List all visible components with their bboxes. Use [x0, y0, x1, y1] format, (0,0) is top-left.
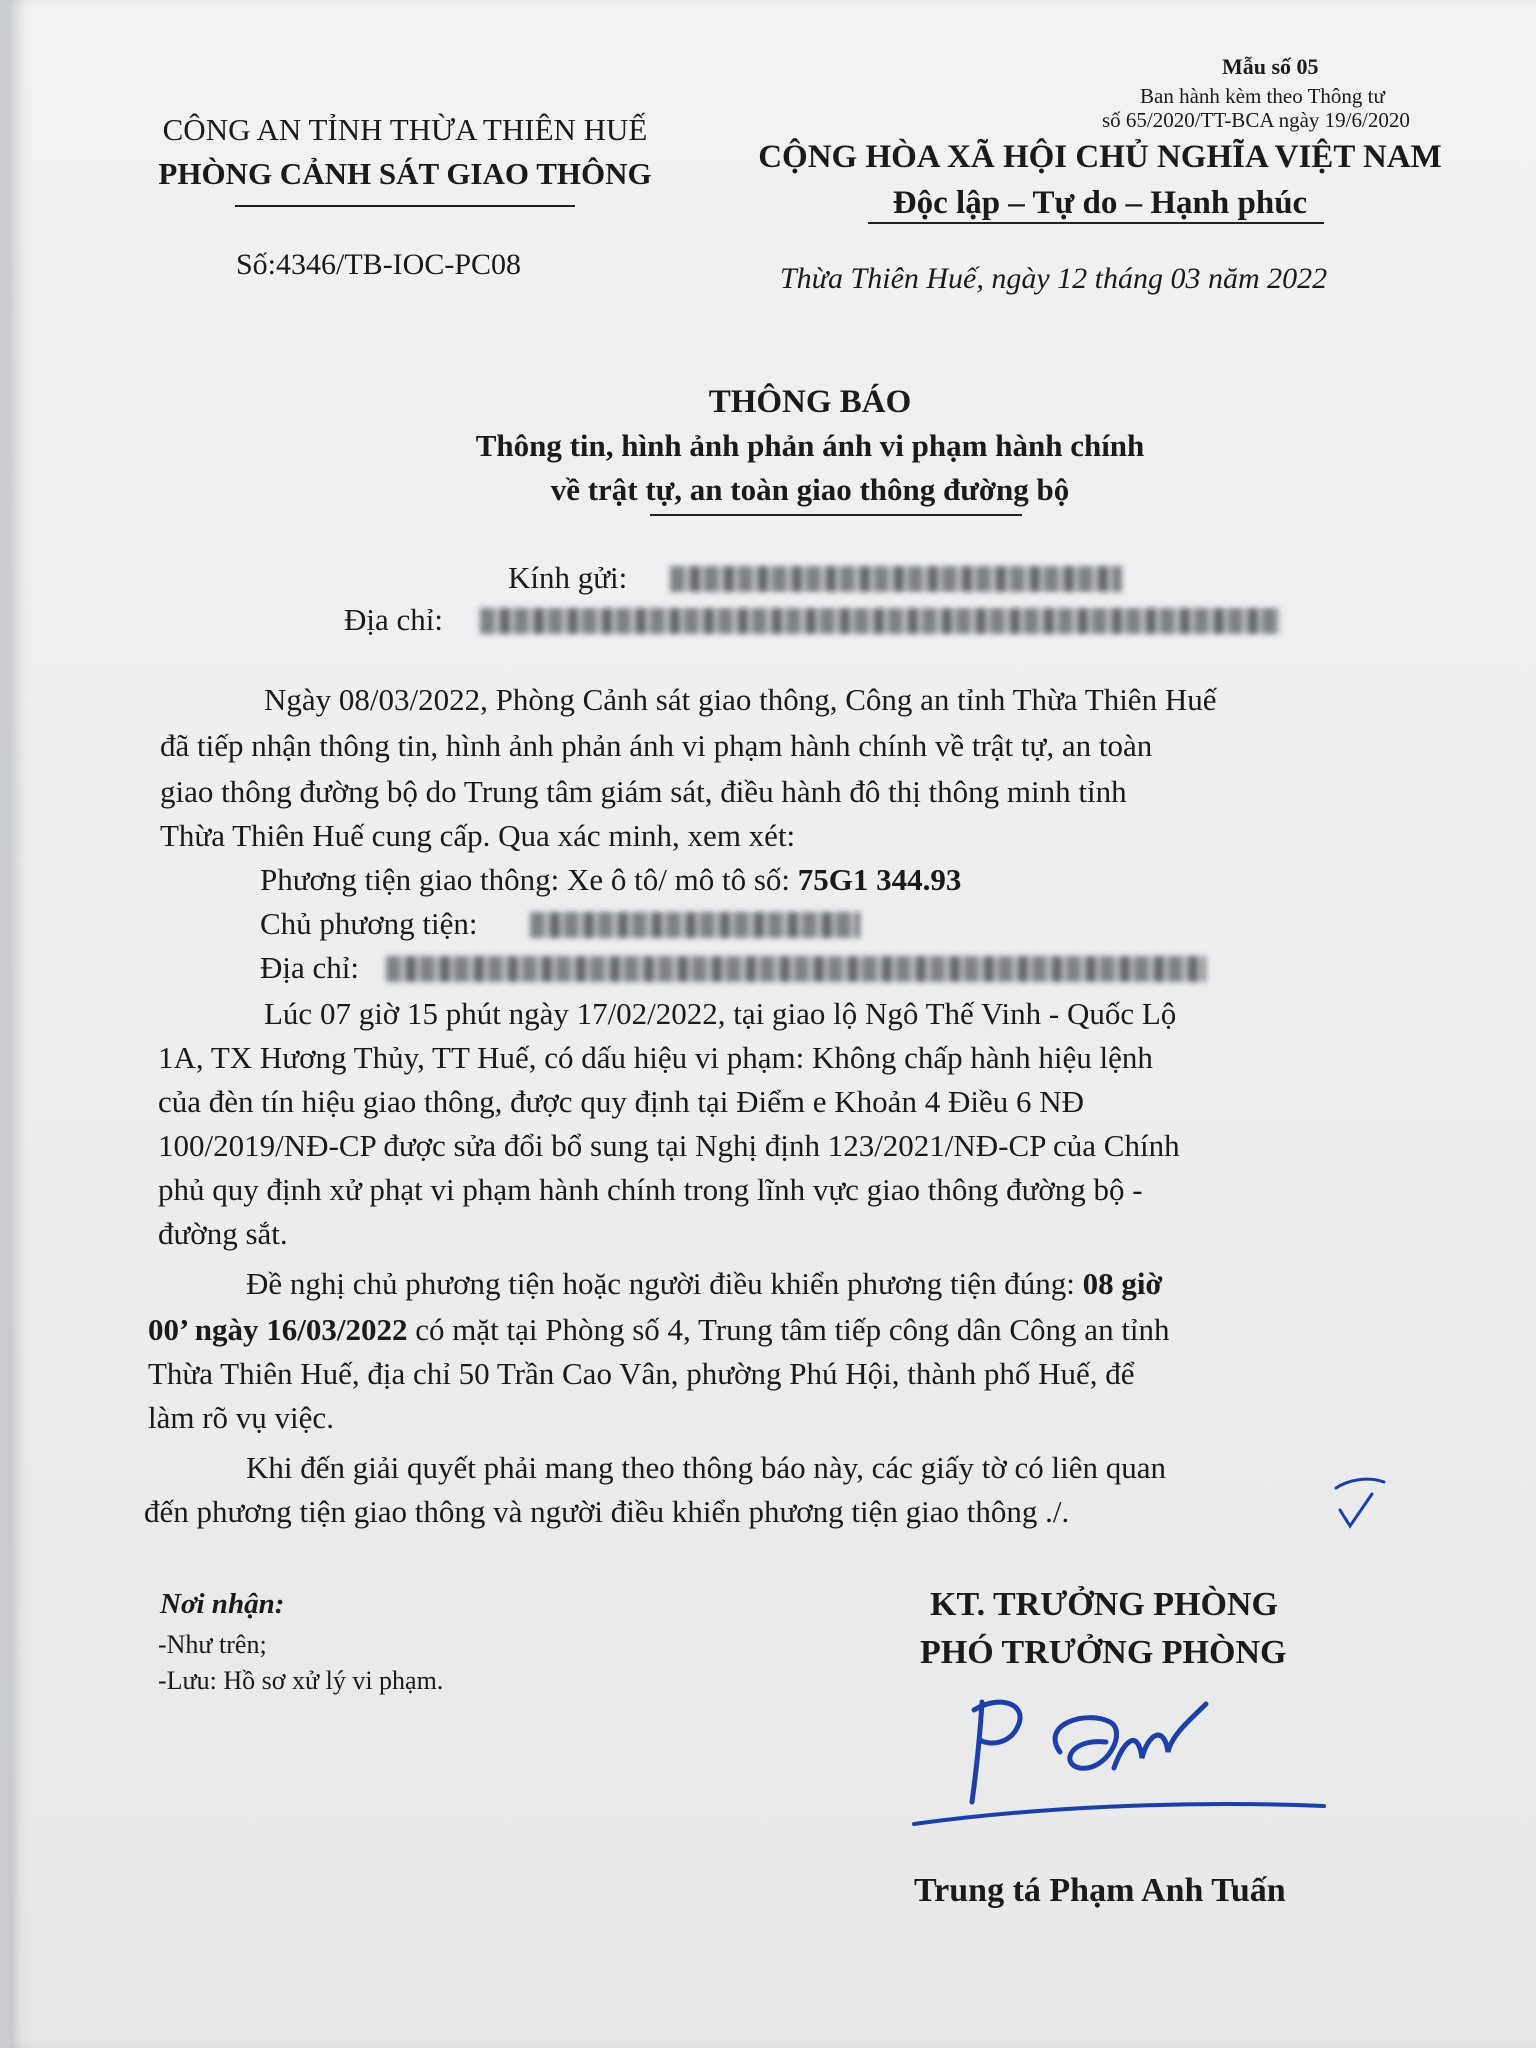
body-line: 100/2019/NĐ-CP được sửa đổi bổ sung tại Nghị định 123/2021/NĐ-CP của Chính: [158, 1128, 1180, 1163]
redacted-recipient: [670, 566, 1122, 592]
body-line: đường sắt.: [158, 1216, 288, 1251]
recipients-title: Nơi nhận:: [160, 1588, 285, 1620]
recipient-item: -Như trên;: [158, 1630, 267, 1659]
document-title: THÔNG BÁO: [708, 384, 912, 420]
redacted-address: [480, 608, 1280, 634]
body-text: có mặt tại Phòng số 4, Trung tâm tiếp công dân Công an tỉnh: [415, 1312, 1170, 1347]
owner-address-label: Địa chỉ:: [260, 950, 359, 985]
redacted-owner: [530, 912, 860, 938]
national-title: [730, 134, 1470, 226]
place-and-date: Thừa Thiên Huế, ngày 12 tháng 03 năm 2022: [780, 262, 1328, 295]
owner-label: Chủ phương tiện:: [260, 906, 478, 941]
recipient-item: -Lưu: Hồ sơ xử lý vi phạm.: [158, 1666, 444, 1695]
signer-name: Trung tá Phạm Anh Tuấn: [914, 1872, 1286, 1909]
body-line: đến phương tiện giao thông và người điều khiển phương tiện giao thông ./.: [144, 1494, 1070, 1529]
body-line: Thừa Thiên Huế, địa chỉ 50 Trần Cao Vân, phường Phú Hội, thành phố Huế, để: [148, 1356, 1135, 1391]
signatory-position: PHÓ TRƯỞNG PHÒNG: [920, 1634, 1287, 1671]
form-note: Ban hành kèm theo Thông tư: [1140, 84, 1385, 108]
body-line: Thừa Thiên Huế cung cấp. Qua xác minh, xem xét:: [160, 818, 796, 853]
body-line: phủ quy định xử phạt vi phạm hành chính trong lĩnh vực giao thông đường bộ -: [158, 1172, 1143, 1207]
divider: [650, 514, 1022, 516]
document-subtitle: Thông tin, hình ảnh phản ánh vi phạm hành chính: [475, 428, 1145, 463]
nation-motto: Độc lập – Tự do – Hạnh phúc: [892, 185, 1308, 221]
body-line: [148, 1312, 1170, 1348]
document-page: [10, 0, 1536, 2048]
org-department: PHÒNG CẢNH SÁT GIAO THÔNG: [158, 156, 652, 191]
body-line: giao thông đường bộ do Trung tâm giám sát, điều hành đô thị thông minh tỉnh: [160, 774, 1127, 809]
body-text: Đề nghị chủ phương tiện hoặc người điều khiển phương tiện đúng:: [246, 1266, 1075, 1301]
address-label: Địa chỉ:: [344, 602, 443, 637]
appointment-date: 00’ ngày 16/03/2022: [148, 1312, 408, 1347]
body-line: [246, 1266, 1163, 1302]
signature-image: [910, 1682, 1330, 1832]
divider: [868, 222, 1324, 224]
divider: [235, 205, 575, 207]
document-subtitle: về trật tự, an toàn giao thông đường bộ: [550, 472, 1070, 507]
recipient-label: Kính gửi:: [508, 560, 628, 595]
body-line: Lúc 07 giờ 15 phút ngày 17/02/2022, tại giao lộ Ngô Thế Vinh - Quốc Lộ: [264, 996, 1177, 1031]
signatory-title: KT. TRƯỞNG PHÒNG: [930, 1586, 1278, 1623]
body-line: Ngày 08/03/2022, Phòng Cảnh sát giao thông, Công an tỉnh Thừa Thiên Huế: [264, 682, 1217, 717]
vehicle-plate: 75G1 344.93: [797, 862, 962, 897]
issuing-organization: [110, 108, 700, 196]
nation-name: CỘNG HÒA XÃ HỘI CHỦ NGHĨA VIỆT NAM: [758, 139, 1442, 175]
appointment-time: 08 giờ: [1082, 1266, 1163, 1301]
vehicle-line: [260, 862, 961, 898]
body-line: làm rõ vụ việc.: [148, 1400, 334, 1435]
form-number: Mẫu số 05: [1222, 54, 1319, 79]
body-line: Khi đến giải quyết phải mang theo thông báo này, các giấy tờ có liên quan: [246, 1450, 1167, 1485]
handwritten-mark: [1328, 1470, 1398, 1534]
vehicle-label: Phương tiện giao thông: Xe ô tô/ mô tô số:: [260, 862, 791, 897]
org-parent: CÔNG AN TỈNH THỪA THIÊN HUẾ: [162, 112, 648, 147]
redacted-owner-address: [386, 956, 1206, 982]
body-line: đã tiếp nhận thông tin, hình ảnh phản ánh vi phạm hành chính về trật tự, an toàn: [160, 728, 1153, 763]
body-line: 1A, TX Hương Thủy, TT Huế, có dấu hiệu vi phạm: Không chấp hành hiệu lệnh: [158, 1040, 1153, 1075]
document-number: Số:4346/TB-IOC-PC08: [236, 248, 522, 281]
body-line: của đèn tín hiệu giao thông, được quy định tại Điểm e Khoản 4 Điều 6 NĐ: [158, 1084, 1084, 1119]
form-note: số 65/2020/TT-BCA ngày 19/6/2020: [1102, 108, 1410, 132]
